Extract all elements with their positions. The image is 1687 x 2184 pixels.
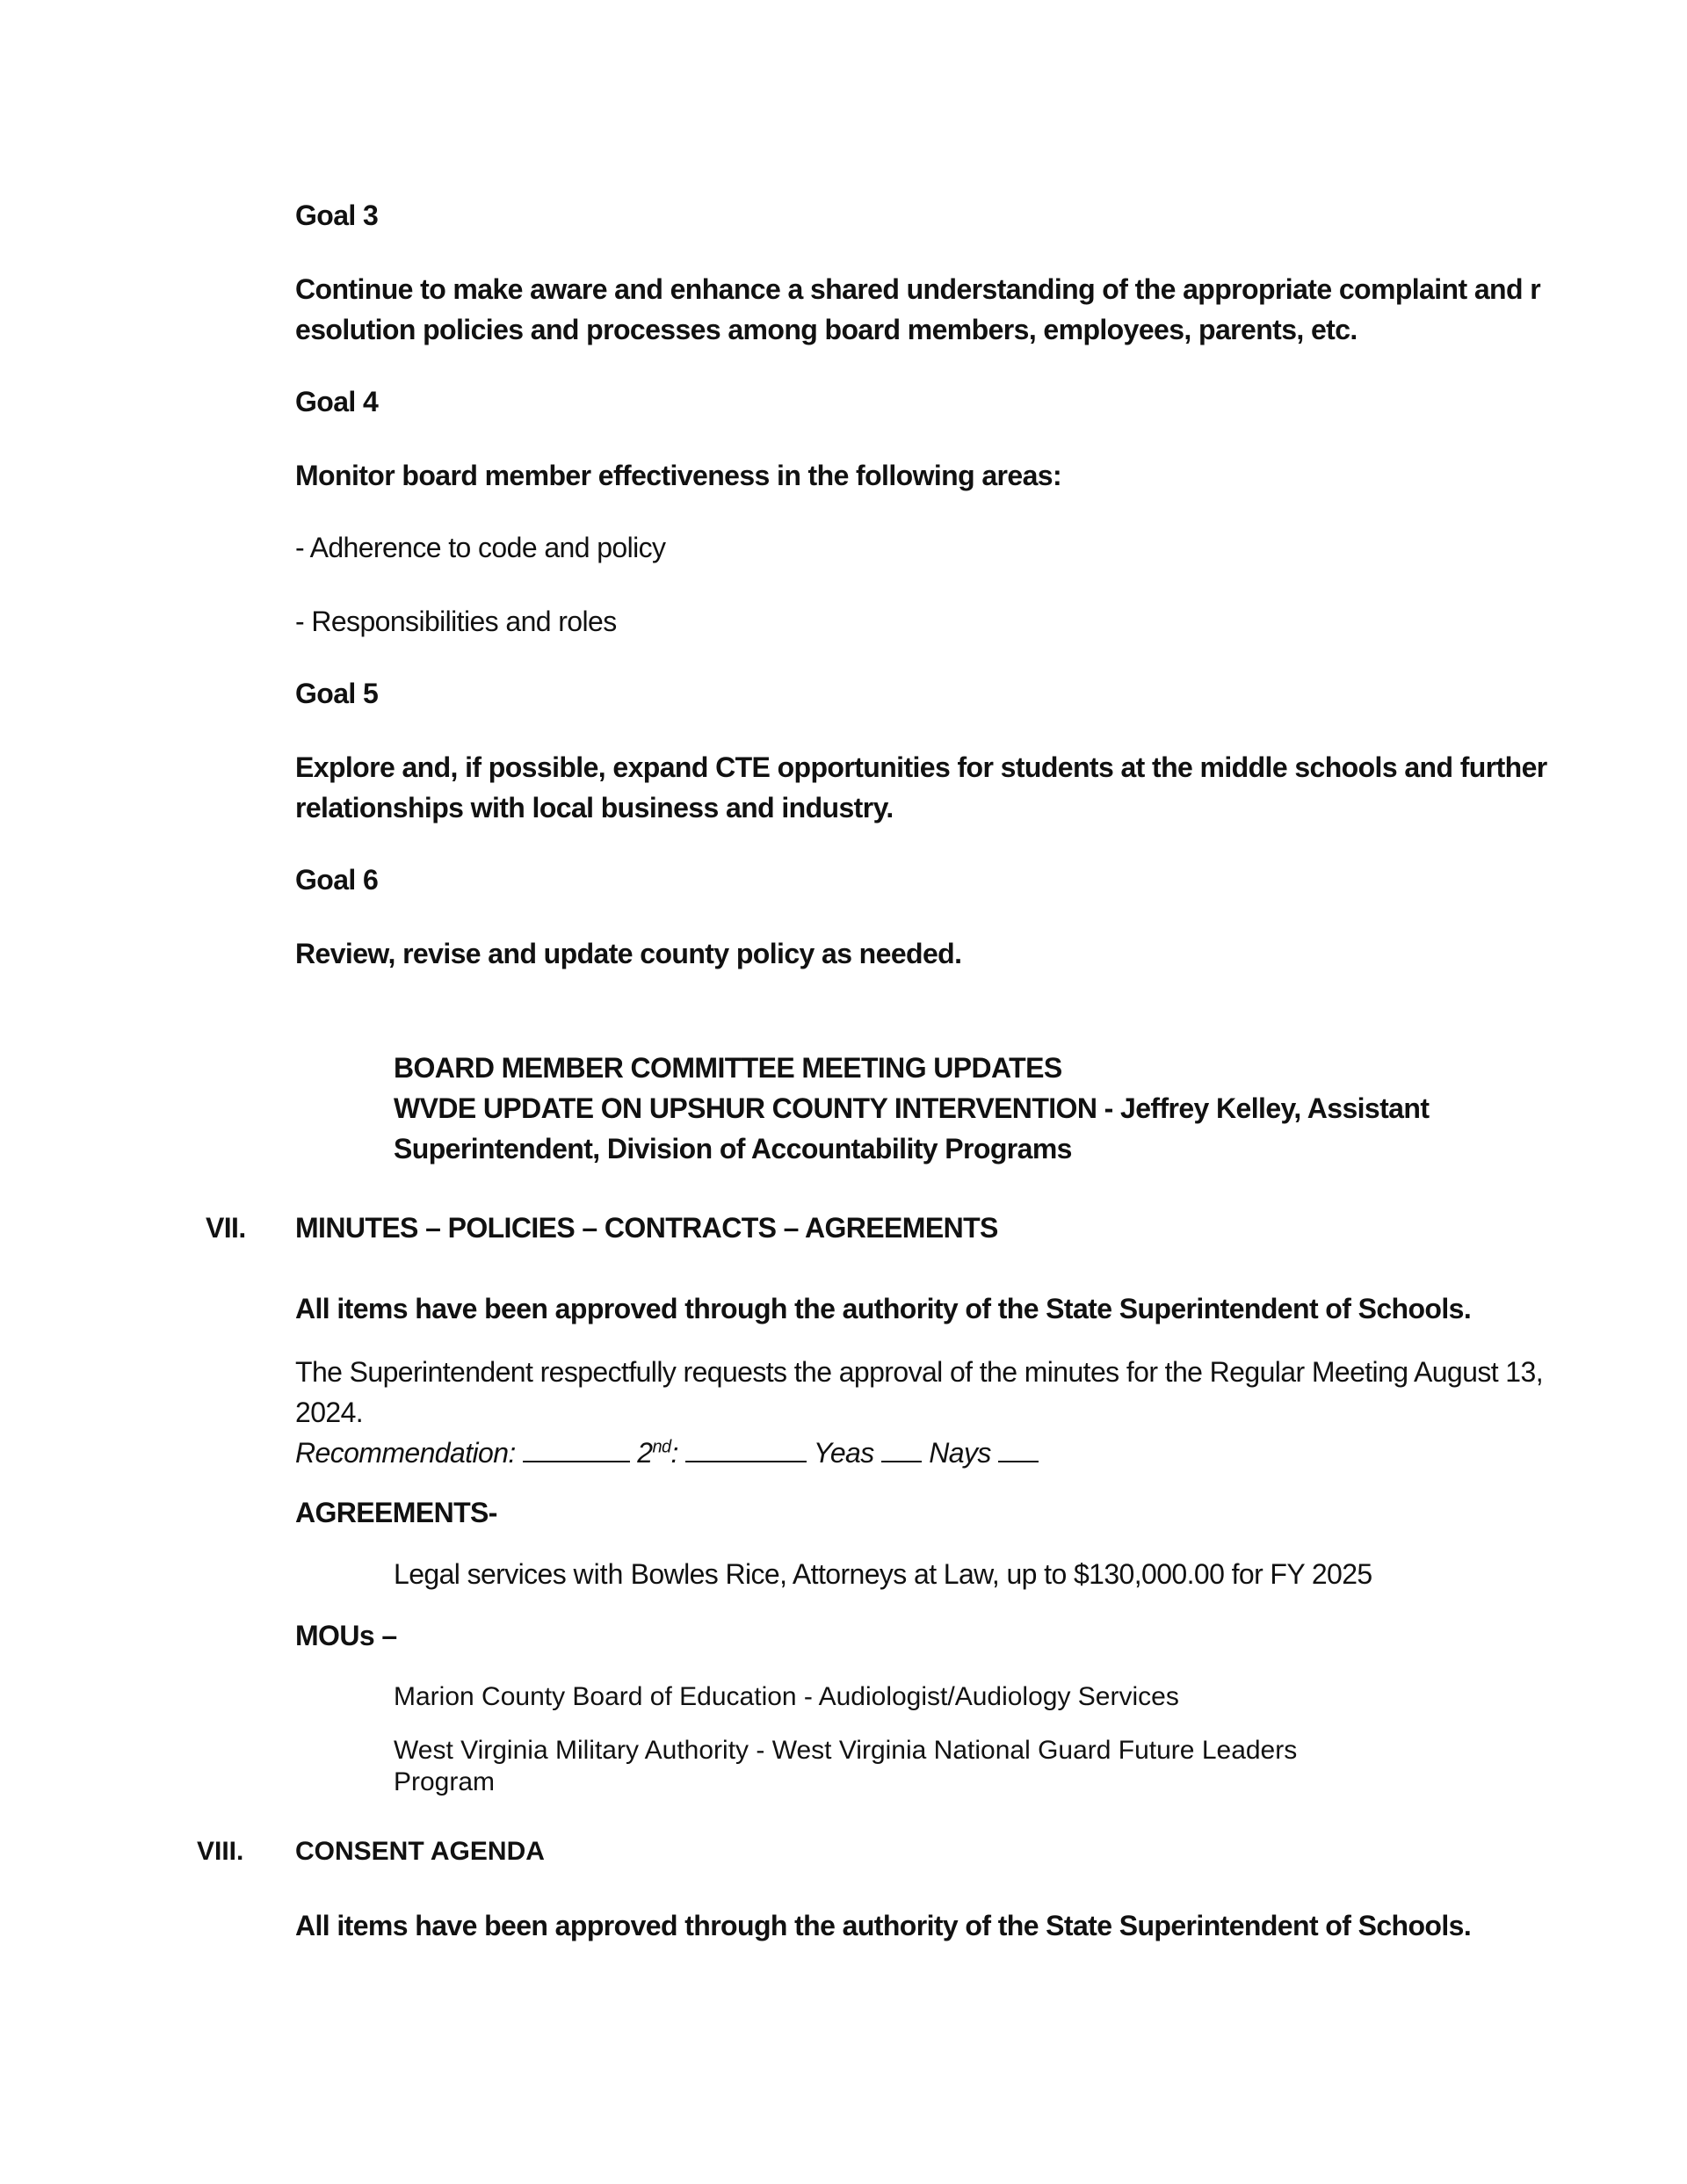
recommendation-label: Recommendation: (295, 1437, 516, 1469)
mou-marion-county: Marion County Board of Education - Audiologist/Audiology Services (394, 1682, 1179, 1711)
goal-3-text-line1: Continue to make aware and enhance a shared understanding of the appropriate complaint and r (295, 273, 1541, 305)
agreement-legal-services: Legal services with Bowles Rice, Attorneys at Law, up to $130,000.00 for FY 2025 (394, 1558, 1372, 1590)
board-committee-updates: BOARD MEMBER COMMITTEE MEETING UPDATES (394, 1052, 1062, 1084)
agreements-heading: AGREEMENTS- (295, 1497, 497, 1528)
nays-blank[interactable] (998, 1434, 1039, 1462)
goal-4-bullet-responsibilities: - Responsibilities and roles (295, 606, 617, 637)
recommendation-blank[interactable] (523, 1434, 630, 1462)
section-8-number: VIII. (197, 1837, 244, 1866)
yeas-label: Yeas (813, 1437, 874, 1469)
yeas-blank[interactable] (881, 1434, 922, 1462)
goal-3-heading: Goal 3 (295, 200, 379, 231)
goal-4-bullet-adherence: - Adherence to code and policy (295, 532, 666, 563)
minutes-request-line2: 2024. (295, 1397, 364, 1428)
mou-military-authority-line2: Program (394, 1767, 496, 1796)
mous-heading: MOUs – (295, 1620, 397, 1651)
minutes-request-line1: The Superintendent respectfully requests the approval of the minutes for the Regular Meeting August 13, (295, 1356, 1543, 1388)
section-8-title: CONSENT AGENDA (295, 1837, 545, 1866)
goal-4-text: Monitor board member effectiveness in the following areas: (295, 460, 1062, 491)
goal-5-text-line1: Explore and, if possible, expand CTE opportunities for students at the middle schools and further (295, 751, 1547, 783)
section-7-number: VII. (206, 1212, 246, 1244)
goal-4-heading: Goal 4 (295, 386, 379, 417)
nays-label: Nays (929, 1437, 991, 1469)
section-7-title: MINUTES – POLICIES – CONTRACTS – AGREEMENTS (295, 1212, 998, 1244)
section-8-authority: All items have been approved through the authority of the State Superintendent of Schools. (295, 1910, 1472, 1941)
wvde-update-line1: WVDE UPDATE ON UPSHUR COUNTY INTERVENTION - Jeffrey Kelley, Assistant (394, 1092, 1430, 1124)
second-label: 2nd: (637, 1437, 678, 1469)
section-7-authority: All items have been approved through the authority of the State Superintendent of Schools. (295, 1293, 1472, 1324)
recommendation-line (295, 1433, 1039, 1473)
goal-6-text: Review, revise and update county policy as needed. (295, 938, 962, 969)
second-blank[interactable] (685, 1434, 807, 1462)
wvde-update-line2: Superintendent, Division of Accountability Programs (394, 1133, 1072, 1165)
goal-5-text-line2: relationships with local business and industry. (295, 792, 894, 824)
goal-5-heading: Goal 5 (295, 678, 379, 709)
goal-3-text-line2: esolution policies and processes among board members, employees, parents, etc. (295, 314, 1358, 345)
goal-6-heading: Goal 6 (295, 864, 379, 896)
mou-military-authority-line1: West Virginia Military Authority - West Virginia National Guard Future Leaders (394, 1736, 1298, 1765)
